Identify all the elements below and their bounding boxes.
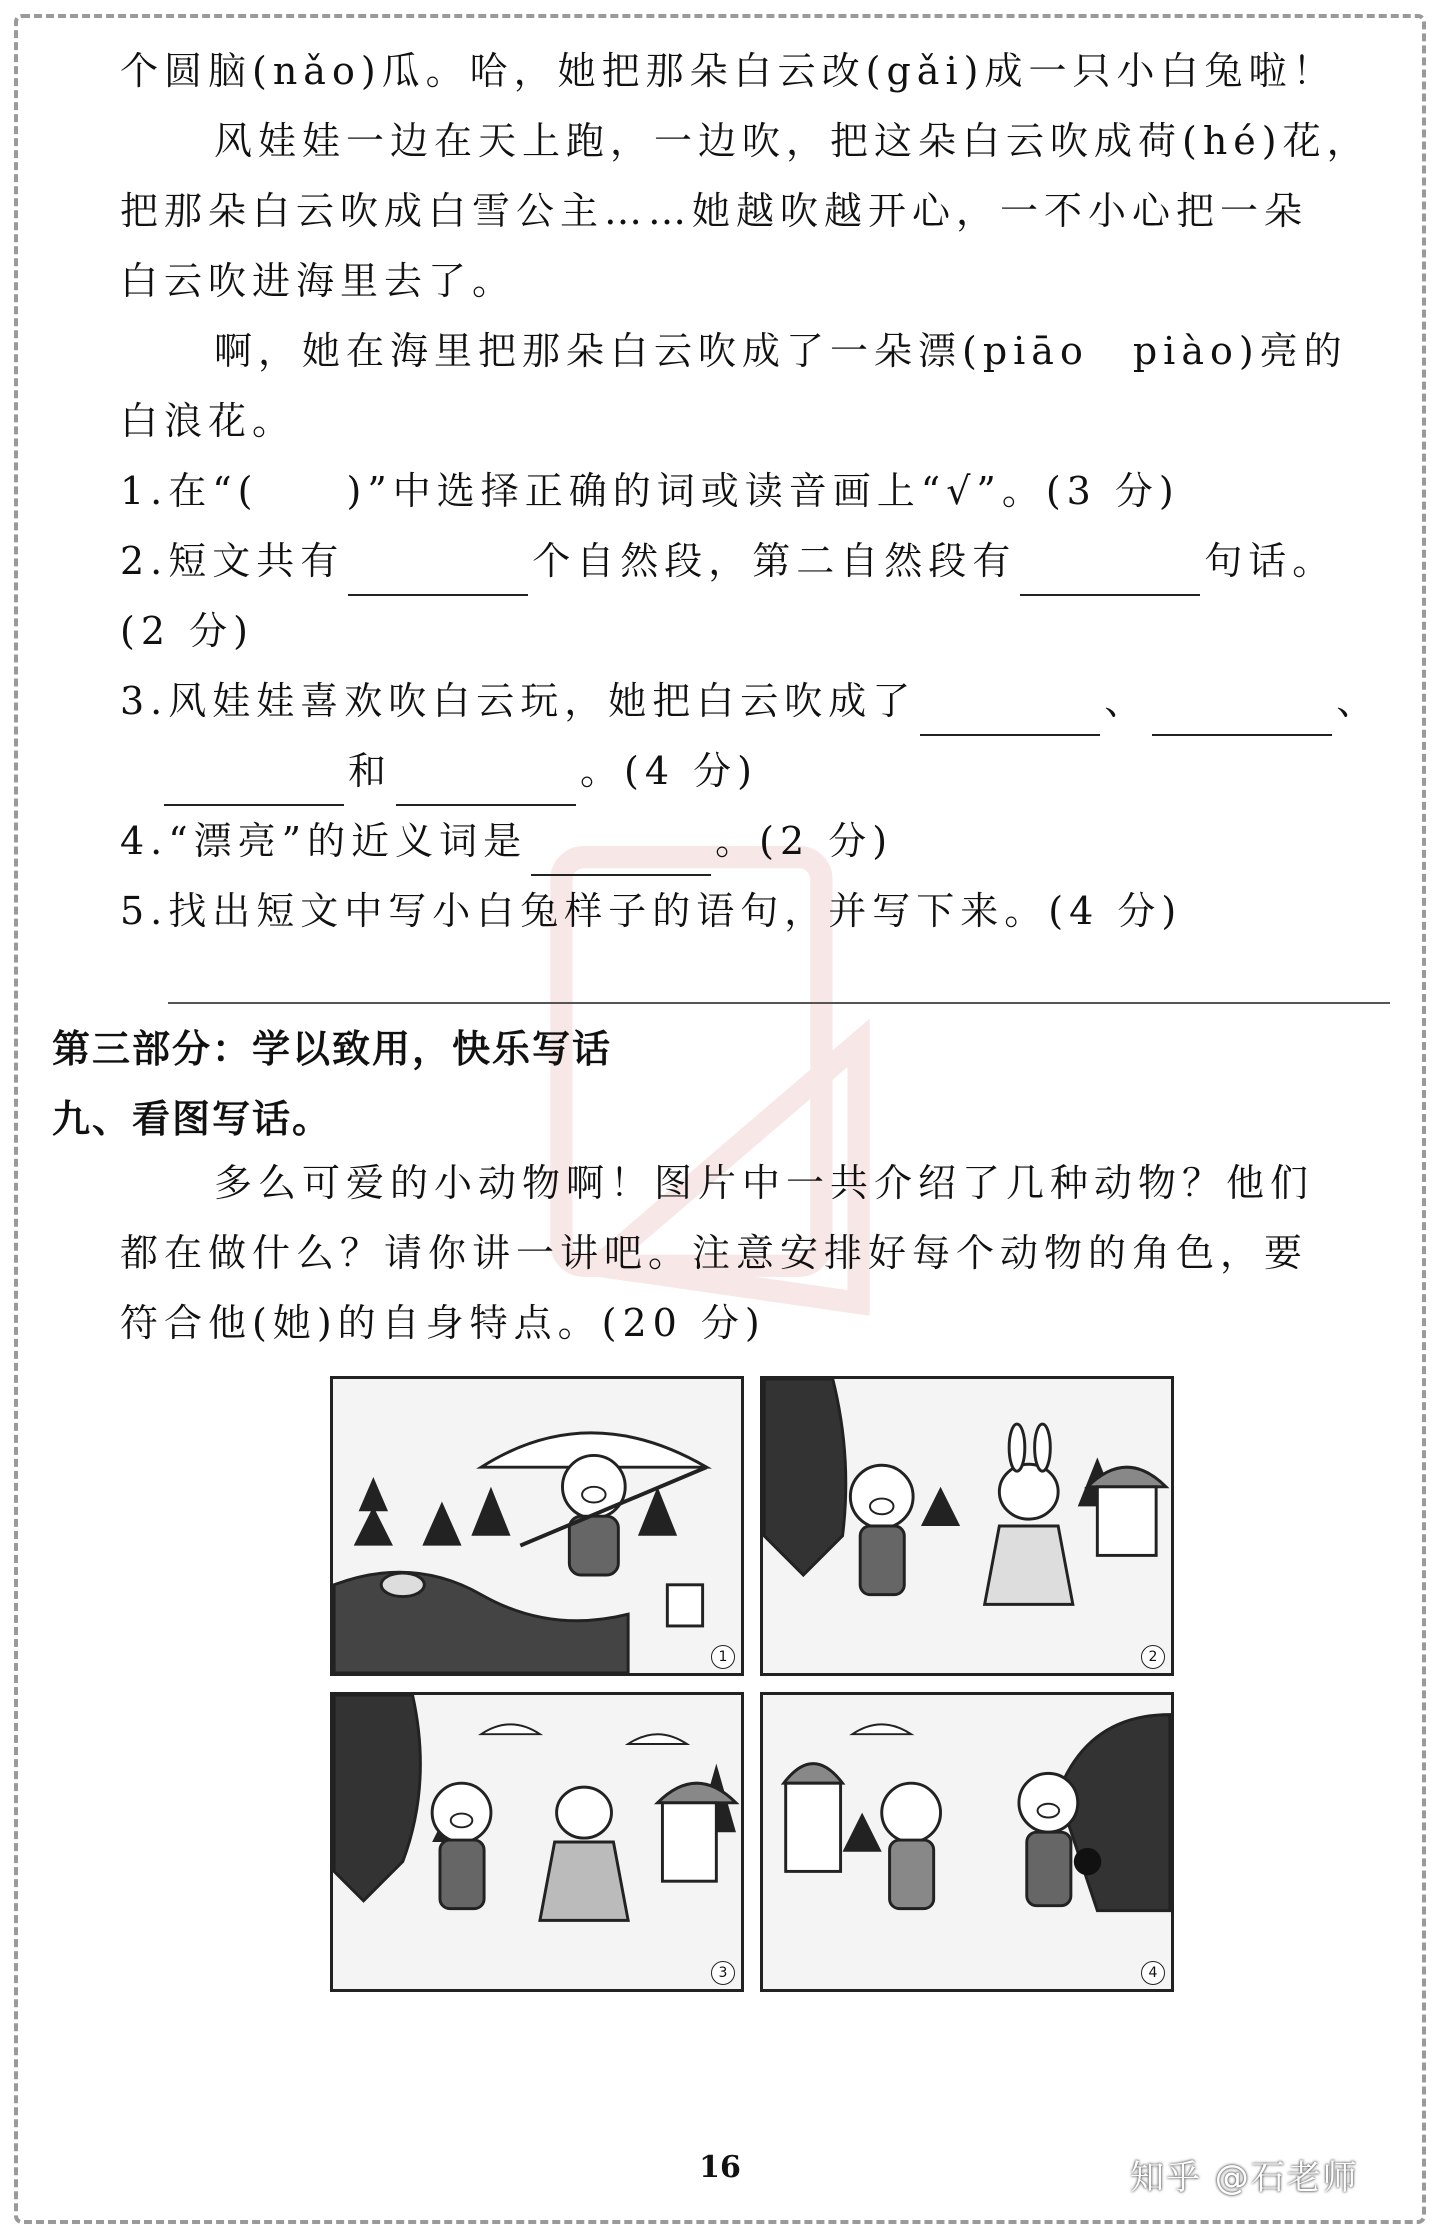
source-credit: 知乎 @石老师	[1130, 2158, 1359, 2198]
answer-line-q5[interactable]	[168, 1002, 1390, 1004]
page-number: 16	[699, 2150, 741, 2185]
question-5: 5.找出短文中写小白兔样子的语句，并写下来。(4 分)	[120, 889, 1183, 933]
picture-panel-4	[760, 1692, 1174, 1992]
question-3-separator-1: 、	[1104, 679, 1149, 723]
answer-blank-shape-1[interactable]	[920, 694, 1100, 736]
question-3-cont	[120, 736, 1390, 806]
answer-blank-shape-4[interactable]	[396, 764, 576, 806]
answer-blank-sentences[interactable]	[1020, 554, 1200, 596]
pig-meets-rabbit-illustration	[763, 1379, 1171, 1673]
answer-blank-paragraphs[interactable]	[348, 554, 528, 596]
pig-gives-fish-illustration	[333, 1695, 741, 1989]
picture-panel-3	[330, 1692, 744, 1992]
story-line-3: 把那朵白云吹成白雪公主……她越吹越开心，一不小心把一朵	[120, 189, 1309, 233]
picture-panel-1	[330, 1376, 744, 1676]
question-1: 1.在“( )”中选择正确的词或读音画上“√”。(3 分)	[120, 469, 1180, 513]
section-3-title: 第三部分：学以致用，快乐写话	[52, 1027, 613, 1071]
question-2	[120, 526, 1390, 596]
question-9-title: 九、看图写话。	[52, 1097, 333, 1141]
question-4-end: 。(2 分)	[715, 819, 894, 863]
picture-panel-2	[760, 1376, 1174, 1676]
answer-blank-shape-2[interactable]	[1152, 694, 1332, 736]
writing-prompt-2: 都在做什么？请你讲一讲吧。注意安排好每个动物的角色，要	[120, 1231, 1309, 1275]
question-4	[120, 806, 1390, 876]
writing-prompt-3: 符合他(她)的自身特点。(20 分)	[120, 1301, 766, 1345]
picture-story	[330, 1376, 1178, 1996]
story-line-6: 白浪花。	[120, 399, 297, 443]
panel-number-1: 1	[711, 1645, 735, 1669]
story-line-4: 白云吹进海里去了。	[120, 259, 517, 303]
story-line-5: 啊，她在海里把那朵白云吹成了一朵漂(piāo piào)亮的	[214, 329, 1348, 373]
question-3-end: 。(4 分)	[580, 749, 758, 793]
story-line-1: 个圆脑(nǎo)瓜。哈，她把那朵白云改(gǎi)成一只小白兔啦！	[120, 49, 1337, 93]
question-4-text: 4.“漂亮”的近义词是	[120, 819, 528, 863]
panel-number-4: 4	[1141, 1961, 1165, 1985]
question-3	[120, 666, 1390, 736]
question-3-text-a: 3.风娃娃喜欢吹白云玩，她把白云吹成了	[120, 679, 917, 723]
question-3-separator-2: 、	[1336, 679, 1381, 723]
question-2-score: (2 分)	[120, 609, 254, 653]
panel-number-3: 3	[711, 1961, 735, 1985]
answer-blank-shape-3[interactable]	[164, 764, 344, 806]
writing-prompt-1: 多么可爱的小动物啊！图片中一共介绍了几种动物？他们	[214, 1161, 1315, 1205]
answer-blank-synonym[interactable]	[531, 834, 711, 876]
story-line-2: 风娃娃一边在天上跑，一边吹，把这朵白云吹成荷(hé)花，	[214, 119, 1371, 163]
cat-and-pig-illustration	[763, 1695, 1171, 1989]
panel-number-2: 2	[1141, 1645, 1165, 1669]
pig-fishing-illustration	[333, 1379, 741, 1673]
question-2-text-a: 2.短文共有	[120, 539, 345, 583]
question-2-text-c: 句话。	[1204, 539, 1337, 583]
question-2-text-b: 个自然段，第二自然段有	[532, 539, 1017, 583]
question-3-and: 和	[348, 749, 393, 793]
